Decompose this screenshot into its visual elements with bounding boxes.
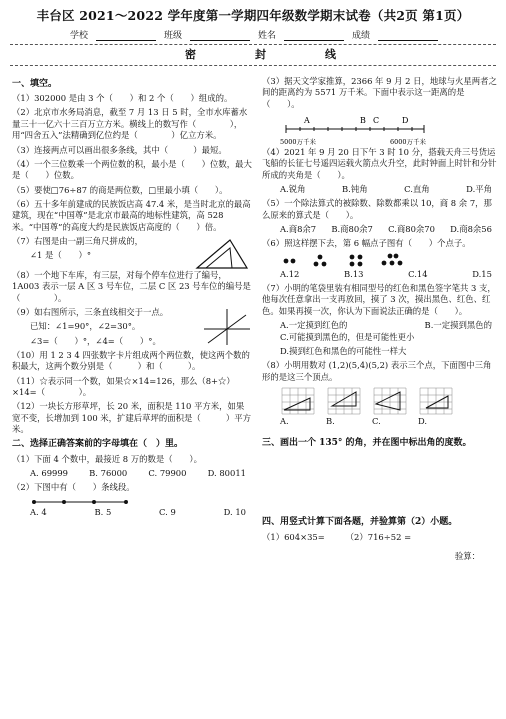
section-heading: 四、用竖式计算下面各题，并验算第（2）小题。 [262,517,458,528]
option: A.商8余7 [280,224,317,235]
option: C.14 [408,268,428,279]
question: （7）右图是由一副三角尺拼成的， [12,235,143,246]
point-label: D [402,116,409,126]
option: B. 5 [94,506,112,517]
option: B. 76000 [89,467,128,478]
question: ∠3=（ ）°，∠4=（ ）°。 [30,335,161,346]
question: 已知：∠1=90°，∠2=30°。 [30,321,141,332]
question: （2）北京市水务局消息，截至 7 月 13 日 5 时，全市水库蓄水量三十一亿六十三百万立方米。横线上的数写作（ ），用“四舍五入”法精确到亿位约是（ ）亿立方米。 [12,107,248,141]
answer-space [262,452,498,514]
point-label: B [360,116,366,126]
options [262,269,498,280]
question: （12）一块长方形草坪，长 20 米，面积是 110 平方米，如果宽不变，长增加到 100 米，扩建后草坪的面积是（ ）平方米。 [12,401,252,435]
axis-right-label: 6000万千米 [390,138,427,147]
grid-option [326,386,362,427]
question: （1）302000 是由 3 个（ ）和 2 个（ ）组成的。 [12,93,233,104]
right-column [262,76,498,562]
question: （4）一个三位数乘一个两位数的积，最小是（ ）位数，最大是（ ）位数。 [12,158,252,181]
option: D.平角 [466,184,492,195]
options [262,184,498,195]
check-label: 验算： [454,550,480,561]
q7-row [12,236,252,270]
option: B.一定摸到黑色的 [424,320,492,331]
option: A.一定摸到红色的 [280,320,348,331]
option: A. [280,415,289,426]
options [262,320,498,357]
option: C.可能摸到黑色的，但是可能性更小 [280,331,415,342]
option: C. [372,415,381,426]
grid-figure [280,386,316,416]
question: （10）用 1 2 3 4 四张数字卡片组成两个两位数，使这两个数的积最大，这两个数分别是（ ）和（ ）。 [12,349,250,372]
name-blank [284,30,344,41]
option: B. [326,415,335,426]
name-label: 姓名 [258,31,277,41]
triangle-rulers-figure [192,236,252,270]
grid-figure [418,386,454,416]
question: （6）五十多年前建成的民族饭店高 47.4 米，是当时北京的最高建筑，现在“中国尊”是北京市最高的地标性建筑，高 528 米。“中国尊”的高度大约是民族饭店高度的（ ）倍。 [12,198,251,232]
question: （5）一个除法算式的被除数、除数都乘以 10，商 8 余 7，那么原来的算式是（ ）。 [262,198,492,220]
question: （9）如右图所示，三条直线相交于一点。 [12,306,169,317]
school-label: 学校 [70,31,89,41]
option: C.直角 [404,184,430,195]
student-info [70,30,470,42]
dot-pattern-figure [280,253,480,269]
left-column [12,76,252,521]
point-label: C [373,116,380,126]
question: （3）连接两点可以画出很多条线，其中（ ）最短。 [12,144,227,155]
question: （8）一个地下车库，有三层，对每个停车位进行了编号，1A003 表示一层 A 区 3 号车位，二层 C 区 23 号车位的编号是（ ）。 [12,269,251,303]
grid-options [280,386,498,427]
option: C. 79900 [148,467,187,478]
section-heading: 三、画出一个 135° 的角，并在图中标出角的度数。 [262,438,472,449]
point-label: A [304,116,310,126]
school-blank [96,30,156,41]
question: （8）小明用数对 (1,2)(5,4)(5,2) 表示三个点，下面图中三角形的是这三个顶点。 [262,360,492,382]
three-lines-figure [202,307,252,347]
segment-figure [30,497,130,507]
option: A. 69999 [30,467,69,478]
option: C. 9 [159,506,176,517]
option: A. 4 [30,506,47,517]
option: D.15 [472,268,492,279]
grid-figure [372,386,408,416]
axis-left-label: 5000万千米 [280,138,317,147]
seal-char: 封 [255,48,266,61]
question: ∠1 是（ ）° [30,250,92,261]
score-blank [378,30,438,41]
question: （1）604×35= （2）716÷52 = [262,531,412,542]
exam-title: 丰台区 2021～2022 学年度第一学期四年级数学期末试卷（共2页 第1页） [36,8,470,23]
option: D. 10 [223,506,246,517]
option: B.13 [344,268,364,279]
option: D. 80011 [207,467,246,478]
question: （11）☆表示同一个数，如果☆×14=126，那么（8+☆）×14=（ ）。 [12,375,235,398]
option: B.钝角 [342,184,368,195]
seal-line [10,44,496,66]
grid-option [372,386,408,427]
option: D.摸到红色和黑色的可能性一样大 [280,345,407,356]
option: B.商80余7 [331,224,373,235]
number-line-figure [280,113,430,147]
grid-option [418,386,454,427]
options [12,507,252,518]
grid-figure [326,386,362,416]
options [12,468,252,479]
section-heading: 二、选择正确答案前的字母填在（ ）里。 [12,439,184,450]
options [262,224,498,235]
option: A.锐角 [280,184,306,195]
option: A.12 [280,268,300,279]
option: C.商80余70 [388,224,435,235]
question: （7）小明的笔袋里装有相同型号的红色和黑色签字笔共 3 支，他每次任意拿出一支再放回，摸了 3 次，摸出黑色、红色、红色。如果再摸一次，你认为下面说法正确的是（ ）。 [262,283,496,316]
class-blank [190,30,250,41]
question: （1）下面 4 个数中，最接近 8 万的数是（ ）。 [12,453,202,464]
option: D.商8余56 [450,224,492,235]
seal-char: 密 [185,48,196,61]
option: D. [418,415,428,426]
question: （4）2021 年 9 月 20 日下午 3 时 10 分，搭载天舟三号货运飞船的长征七号遥四运载火箭点火升空，此时钟面上时针和分针所成的夹角是（ ）。 [262,147,497,180]
section-heading: 一、填空。 [12,79,58,89]
class-label: 班级 [164,31,183,41]
q9-row [12,307,252,350]
question: （3）据天文学家推算，2366 年 9 月 2 日，地球与火星两者之间的距离约为 5571 万千米。下面中表示这一距离的是（ ）。 [262,76,497,109]
question: （2）下图中有（ ）条线段。 [12,482,135,493]
seal-char: 线 [325,48,336,61]
grid-option [280,386,316,427]
score-label: 成绩 [352,31,371,41]
question: （5）要使□76÷87 的商是两位数，□里最小填（ ）。 [12,184,228,195]
question: （6）照这样摆下去，第 6 幅点子图有（ ）个点子。 [262,238,471,249]
